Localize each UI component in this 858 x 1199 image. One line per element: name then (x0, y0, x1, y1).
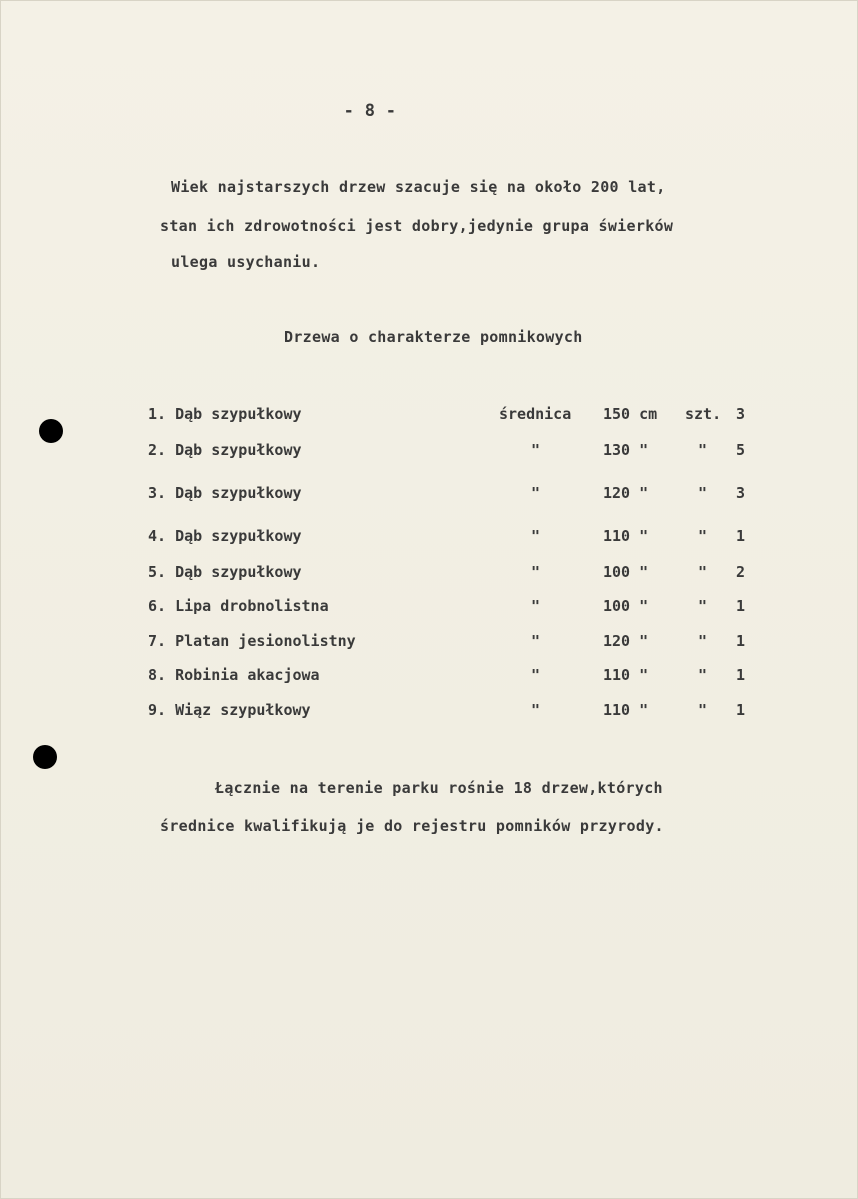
unit-label: " (698, 666, 708, 684)
diameter-value: 120 " (603, 632, 649, 650)
tree-count: 3 (736, 484, 746, 502)
table-row (1, 484, 858, 506)
tree-name: 7. Platan jesionolistny (148, 632, 356, 650)
tree-count: 1 (736, 632, 746, 650)
paragraph-line-2: stan ich zdrowotności jest dobry,jedynie grupa świerków (160, 217, 674, 235)
table-row (1, 563, 858, 585)
table-heading: Drzewa o charakterze pomnikowych (284, 328, 583, 346)
diameter-label: " (531, 527, 541, 545)
tree-count: 1 (736, 666, 746, 684)
tree-name: 6. Lipa drobnolistna (148, 597, 329, 615)
table-row (1, 632, 858, 654)
diameter-value: 110 " (603, 527, 649, 545)
unit-label: " (698, 441, 708, 459)
diameter-label: " (531, 666, 541, 684)
diameter-value: 100 " (603, 563, 649, 581)
diameter-value: 120 " (603, 484, 649, 502)
table-row (1, 701, 858, 723)
punch-hole-top (39, 419, 63, 443)
paragraph-line-3: ulega usychaniu. (171, 253, 321, 271)
tree-name: 4. Dąb szypułkowy (148, 527, 302, 545)
unit-label: " (698, 527, 708, 545)
unit-label: " (698, 563, 708, 581)
tree-name: 3. Dąb szypułkowy (148, 484, 302, 502)
unit-label: " (698, 597, 708, 615)
diameter-value: 150 cm (603, 405, 658, 423)
tree-count: 5 (736, 441, 746, 459)
unit-label: szt. (685, 405, 722, 423)
diameter-value: 110 " (603, 701, 649, 719)
punch-hole-bottom (33, 745, 57, 769)
tree-count: 1 (736, 701, 746, 719)
tree-name: 2. Dąb szypułkowy (148, 441, 302, 459)
diameter-label: " (531, 563, 541, 581)
tree-count: 2 (736, 563, 746, 581)
table-row (1, 666, 858, 688)
diameter-label: " (531, 484, 541, 502)
page-number: - 8 - (343, 101, 397, 121)
closing-line-2: średnice kwalifikują je do rejestru pomników przyrody. (160, 817, 664, 835)
tree-count: 1 (736, 597, 746, 615)
unit-label: " (698, 632, 708, 650)
diameter-value: 100 " (603, 597, 649, 615)
diameter-label: " (531, 597, 541, 615)
tree-name: 1. Dąb szypułkowy (148, 405, 302, 423)
closing-line-1: Łącznie na terenie parku rośnie 18 drzew,których (215, 779, 663, 797)
table-row (1, 405, 858, 427)
diameter-value: 130 " (603, 441, 649, 459)
table-row (1, 441, 858, 463)
unit-label: " (698, 484, 708, 502)
diameter-label: średnica (499, 405, 572, 423)
unit-label: " (698, 701, 708, 719)
diameter-label: " (531, 632, 541, 650)
tree-name: 8. Robinia akacjowa (148, 666, 320, 684)
tree-name: 5. Dąb szypułkowy (148, 563, 302, 581)
tree-name: 9. Wiąz szypułkowy (148, 701, 311, 719)
diameter-value: 110 " (603, 666, 649, 684)
diameter-label: " (531, 701, 541, 719)
tree-count: 3 (736, 405, 746, 423)
table-row (1, 527, 858, 549)
tree-count: 1 (736, 527, 746, 545)
paragraph-line-1: Wiek najstarszych drzew szacuje się na około 200 lat, (171, 178, 666, 196)
table-row (1, 597, 858, 619)
diameter-label: " (531, 441, 541, 459)
